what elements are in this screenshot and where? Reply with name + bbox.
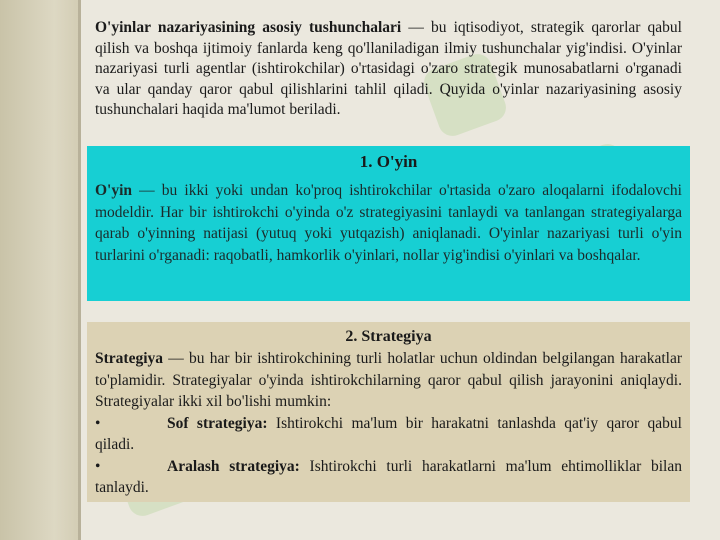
bullet-term: Sof strategiya: bbox=[167, 414, 268, 432]
section-title: 1. O'yin bbox=[359, 152, 418, 171]
intro-text: — bu iqtisodiyot, strategik qarorlar qabul qilish va boshqa ijtimoiy fanlarda keng qo'llaniladigan ilmiy tushunchalar yig'indisi. O'yinlar nazariyasi turli agentlar (ishtirokchilar) o'rtasidagi o'zaro strategik munosabatlarni o'rganadi va ular qanday qaror qabul qilishlarini tahlil qiladi. Quyida o'yinlar nazariyasining asosiy tushunchalari haqida ma'lumot beriladi. bbox=[95, 19, 682, 118]
section-text: — bu ikki yoki undan ko'proq ishtirokchilar o'rtasida o'zaro aloqalarni ifodalovchi modeldir. Har bir ishtirokchi o'yinda o'z strategiyasini tanlaydi va tanlangan strategiyalarga qarab o'yinning natijasi (yutuq yoki yutqazish) aniqlanadi. O'yinlar nazariyasi turli o'yin turlarini o'rganadi: raqobatli, hamkorlik o'yinlari, nollar yig'indisi o'yinlari va boshqalar. bbox=[95, 182, 682, 264]
bullet-term: Aralash strategiya: bbox=[167, 457, 300, 475]
left-decorative-band bbox=[0, 0, 78, 540]
bullet-text: Ishtirokchi turli harakatlarni ma'lum ehtimolliklar bilan tanlaydi. bbox=[95, 457, 682, 496]
section-term: O'yin bbox=[95, 182, 133, 199]
list-item bbox=[95, 413, 682, 456]
intro-term: O'yinlar nazariyasining asosiy tushunchalari bbox=[95, 19, 402, 36]
section-strategy bbox=[87, 322, 690, 502]
list-item bbox=[95, 456, 682, 499]
section-term: Strategiya bbox=[95, 350, 164, 367]
intro-paragraph bbox=[95, 18, 682, 121]
bullet-text: Ishtirokchi ma'lum bir harakatni tanlashda qat'iy qaror qabul qiladi. bbox=[95, 414, 682, 453]
left-band-divider bbox=[78, 0, 81, 540]
bullet-symbol: • bbox=[95, 414, 101, 432]
section-title: 2. Strategiya bbox=[345, 328, 432, 345]
section-body bbox=[95, 180, 682, 266]
section-game bbox=[87, 146, 690, 301]
section-text: — bu har bir ishtirokchining turli holatlar uchun oldindan belgilangan harakatlar to'plamidir. Strategiyalar o'yinda ishtirokchilarning qaror qabul qilish jarayonini aniqlaydi. Strategiyalar ikki xil bo'lishi mumkin: bbox=[95, 350, 682, 410]
bullet-symbol: • bbox=[95, 457, 101, 475]
section-body bbox=[95, 348, 682, 413]
